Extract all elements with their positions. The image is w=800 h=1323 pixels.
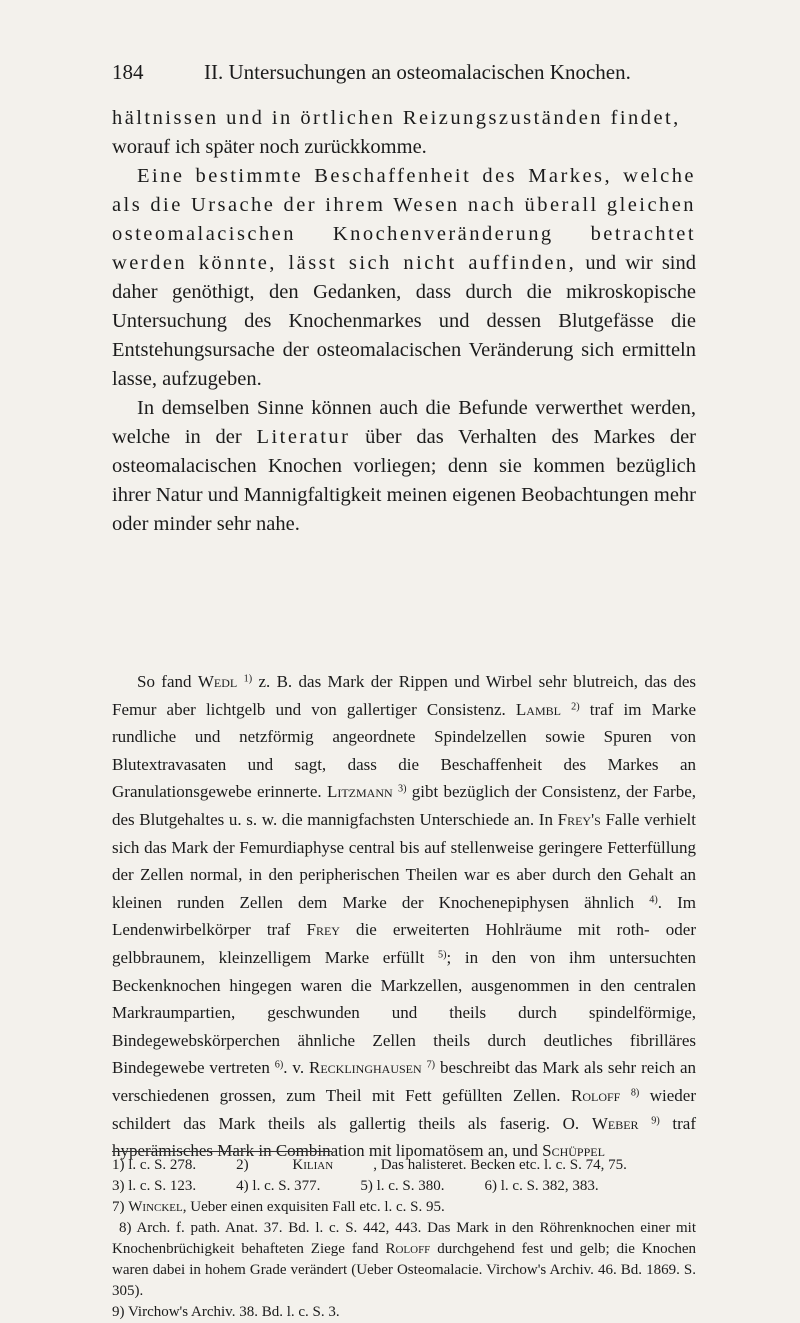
spaced-emphasis: Literatur: [256, 426, 351, 448]
text-run: die erweiterten Hohlräume mit roth- oder gelbbraunem, kleinzelligem Marke erfüllt: [112, 920, 696, 967]
author-name: Schüppel: [542, 1141, 605, 1161]
footnote-text: , Ueber einen exquisiten Fall etc. l. c. S. 95.: [182, 1199, 445, 1215]
small-print-text: [112, 668, 696, 1165]
author-name: Frey's: [557, 809, 601, 829]
author-name: Kilian: [292, 1157, 334, 1173]
paragraph-markes: [112, 162, 696, 394]
text-run: über das Verhalten des Markes der osteomalacischen Knochen vorliegen; denn sie kommen bezüglich ihrer Natur und Mannigfaltigkeit meinen eigenen Beobachtungen mehr oder minder sehr nahe.: [112, 426, 696, 535]
author-name: Frey: [306, 920, 340, 940]
text-run: In demselben Sinne können auch die Befunde verwerthet werden, welche in der: [112, 397, 696, 448]
footnote-number: 2): [236, 1157, 253, 1173]
text-run: So fand: [137, 672, 198, 691]
footnote-ref: 8): [630, 1087, 640, 1099]
text-run: traf im Marke rundliche und netzförmig angeordnete Spindelzellen sowie Spuren von Blutextravasaten und sagt, dass die Beschaffenheit des Markes an Granulationsgewebe erinnerte.: [112, 699, 697, 802]
running-title: II. Untersuchungen an osteomalacischen Knochen.: [204, 60, 631, 84]
text-run: . v.: [283, 1058, 309, 1078]
footnote-ref: 2): [571, 700, 580, 712]
footnote-text: , Das halisteret. Becken etc. l. c. S. 74, 75.: [373, 1157, 627, 1173]
footnote-3: 3) l. c. S. 123.: [112, 1178, 197, 1194]
spaced-line: hältnissen und in örtlichen Reizungszuständen findet,: [112, 107, 681, 129]
footnote-ref: 9): [651, 1114, 660, 1126]
author-name: Roloff: [385, 1241, 431, 1257]
author-name: Winckel: [128, 1199, 183, 1215]
footnote-5: 5) l. c. S. 380.: [360, 1178, 445, 1194]
page-header: [112, 60, 692, 90]
footnote-6: 6) l. c. S. 382, 383.: [484, 1178, 599, 1194]
author-name: Roloff: [571, 1085, 621, 1105]
footnote-text: 8) Arch. f. path. Anat. 37. Bd. l. c. S. 442, 443. Das Mark in den Röhrenknochen einer mit Knochenbrüchigkeit behafteten Ziege fand: [112, 1220, 696, 1257]
footnote-number: 7): [112, 1199, 129, 1215]
text-run: . Im Lendenwirbelkörper traf: [112, 892, 697, 940]
page-number: 184: [112, 60, 144, 84]
footnote-9: 9) Virchow's Archiv. 38. Bd. l. c. S. 3.: [112, 1304, 340, 1320]
author-name: Wedl: [197, 672, 238, 691]
author-name: Weber: [591, 1113, 639, 1133]
footnote-divider: [112, 1151, 332, 1152]
footnote-ref: 1): [243, 673, 253, 685]
paragraph-authors: [112, 668, 696, 1165]
footnote-ref: 4): [649, 894, 658, 906]
footnote-ref: 7): [426, 1059, 436, 1071]
footnote-4: 4) l. c. S. 377.: [236, 1178, 321, 1194]
text-run: Falle verhielt sich das Mark der Femurdiaphyse central bis auf stellenweise geringere Fetterfüllung der Zellen normal, in den peripherischen Theilen war es aber durch den Gehalt an kleinen runden Zellen dem Marke der Knochenepiphysen ähnlich: [112, 809, 697, 912]
footnote-2: [236, 1155, 667, 1176]
line: worauf ich später noch zurückkomme.: [112, 136, 427, 158]
author-name: Recklinghausen: [308, 1058, 422, 1078]
footnote-7: [112, 1197, 696, 1218]
footnote-ref: 3): [397, 783, 407, 795]
footnote-1: 1) l. c. S. 278.: [112, 1157, 197, 1173]
text-run: z. B. das Mark der Rippen und Wirbel sehr blutreich, das des Femur aber lichtgelb und von gallertiger Consistenz.: [112, 672, 696, 719]
text-run: traf hyperämisches Mark in Combination mit lipomatösem an, und: [112, 1113, 696, 1161]
text-run: und wir sind daher genöthigt, den Gedanken, dass durch die mikroskopische Untersuchung des Knochenmarkes und dessen Blutgefässe die Entstehungsursache der osteomalacischen Veränderung sich ermitteln lasse, aufzugeben.: [112, 252, 697, 390]
main-text: [112, 104, 696, 539]
footnote-ref: 6): [274, 1059, 284, 1071]
text-run: beschreibt das Mark als sehr reich an verschiedenen grossen, zum Theil mit Fett gefüllten Zellen.: [112, 1058, 697, 1105]
footnote-8: [112, 1218, 696, 1302]
text-run: ; in den von ihm untersuchten Beckenknochen hingegen waren die Markzellen, ausgenommen in den centralen Markraumpartien, geschwunden und theils durch spindelförmige, Bindegewebskörperchen ähnliche Zellen theils durch deutliches fibrilläres Bindegewebe vertreten: [112, 947, 696, 1078]
spaced-emphasis: Eine bestimmte Beschaffenheit des Markes, welche als die Ursache der ihrem Wesen nach überall gleichen osteomalacischen Knochenveränderung betrachtet werden könnte, lässt sich nicht auffinden,: [112, 165, 696, 274]
author-name: Litzmann: [326, 782, 393, 802]
footnote-row: [112, 1155, 696, 1176]
text-run: gibt bezüglich der Consistenz, der Farbe, des Blutgehaltes u. s. w. die mannigfachsten Unterschiede an. In: [112, 782, 696, 829]
footnote-text: durchgehend fest und gelb; die Knochen waren dabei in hohem Grade verändert (Ueber Osteomalacie. Virchow's Archiv. 46. Bd. 1869. S. 305).: [112, 1241, 696, 1299]
text-run: wieder schildert das Mark theils als gallertig theils als faserig. O.: [112, 1085, 697, 1133]
paragraph-continuation: [112, 104, 696, 162]
footnote-ref: 5): [437, 949, 447, 961]
author-name: Lambl: [515, 699, 561, 719]
footnotes: [112, 1155, 696, 1323]
paragraph-literatur: [112, 394, 696, 539]
footnote-row: [112, 1176, 696, 1197]
